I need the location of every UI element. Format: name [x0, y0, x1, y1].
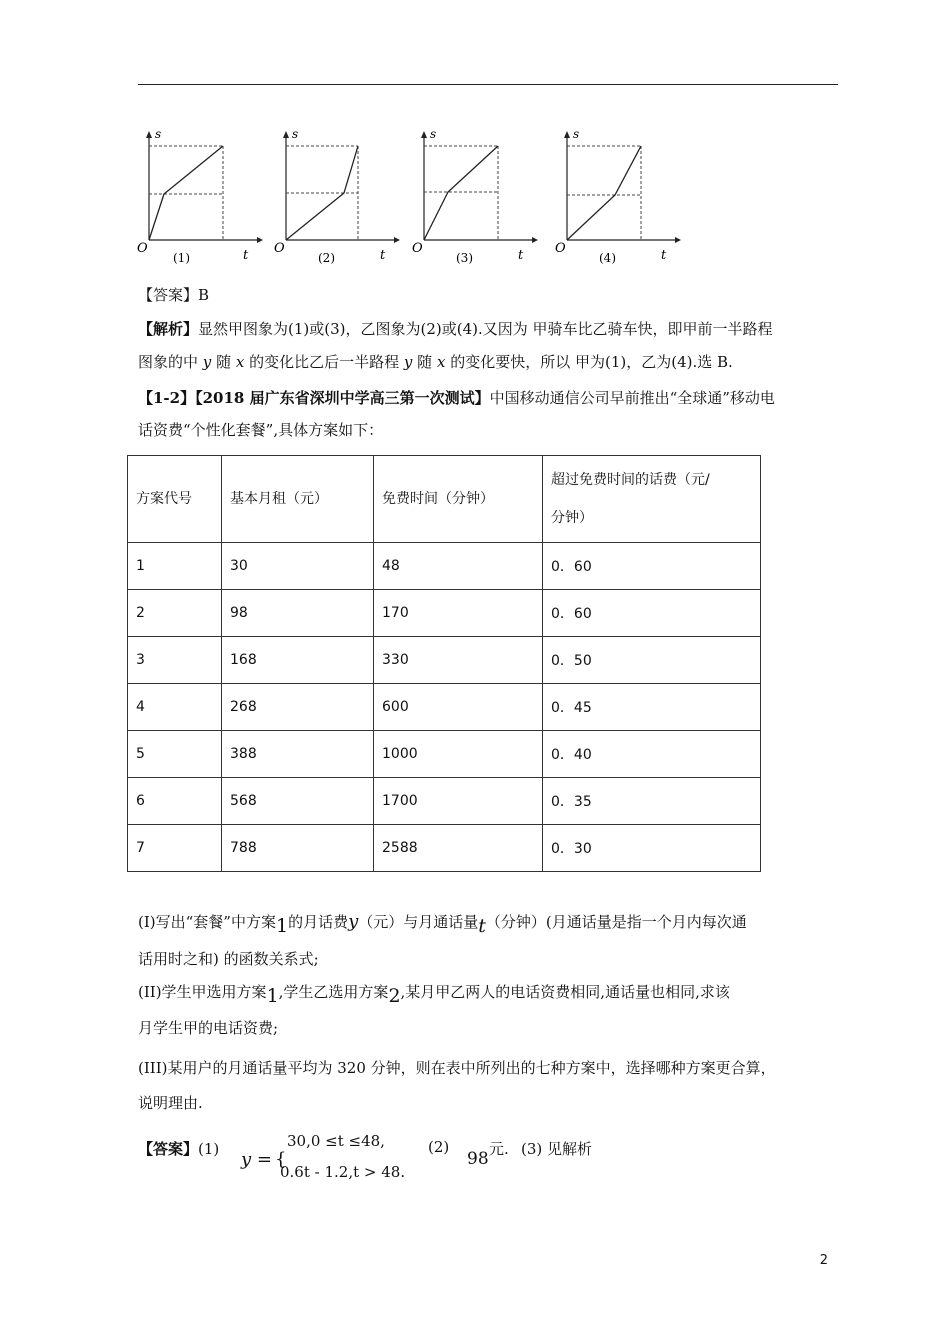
header-overage-fee-line-2: 分钟） [551, 510, 593, 526]
cell-code: 1 [128, 543, 222, 590]
header-free-time: 免费时间（分钟） [374, 456, 543, 543]
question-1-line-2 [138, 948, 319, 970]
cell-fee: 0．60 [543, 590, 761, 637]
cell-free: 1700 [374, 778, 543, 825]
q2-plan-number-2: 2 [388, 985, 401, 1007]
cell-code: 4 [128, 684, 222, 731]
cell-code: 6 [128, 778, 222, 825]
analysis-1-var-x-2: x [436, 353, 446, 371]
problem-line-2 [138, 419, 383, 441]
answer-2-value: 98 [467, 1149, 489, 1169]
cell-code: 3 [128, 637, 222, 684]
question-3-line-2 [138, 1092, 203, 1114]
answer-2-case-1: 30,0 ≤t ≤48, [287, 1132, 385, 1150]
analysis-1-var-x: x [235, 353, 245, 371]
graph-4 [553, 128, 688, 270]
cell-fee: 0．45 [543, 684, 761, 731]
cell-fee: 0．50 [543, 637, 761, 684]
cell-free: 330 [374, 637, 543, 684]
question-2-line-1 [138, 980, 730, 1007]
graph-1 [135, 128, 270, 270]
problem-tag: 【1-2】【2018 届广东省深圳中学高三第一次测试】 [138, 389, 490, 407]
cell-rent: 568 [222, 778, 374, 825]
graph-2-s-label: s [292, 128, 299, 141]
cell-code: 2 [128, 590, 222, 637]
q2-text-a: (II)学生甲选用方案 [138, 983, 267, 1001]
graph-4-caption: (4) [599, 251, 616, 265]
table-row [128, 684, 761, 731]
analysis-1-var-y: y [202, 353, 212, 371]
cell-rent: 268 [222, 684, 374, 731]
graph-3 [410, 128, 545, 270]
cell-free: 2588 [374, 825, 543, 872]
cell-fee: 0．30 [543, 825, 761, 872]
cell-rent: 168 [222, 637, 374, 684]
header-overage-fee [543, 456, 761, 543]
graph-2 [272, 128, 407, 270]
analysis-1-text-1: 显然甲图象为(1)或(3)，乙图象为(2)或(4).又因为 甲骑车比乙骑车快，即甲前一半路程 [198, 320, 773, 338]
graph-3-caption: (3) [456, 251, 473, 265]
q1-text-d: （分钟）(月通话量是指一个月内每次通 [485, 913, 747, 931]
q3-text-line-1: (III)某用户的月通话量平均为 320 分钟，则在表中所列出的七种方案中，选择哪种方案更合算， [138, 1059, 776, 1077]
header-rule [138, 84, 838, 85]
cell-free: 1000 [374, 731, 543, 778]
analysis-1-text-2b: 随 [216, 353, 232, 371]
question-1-line-1 [138, 910, 747, 937]
header-overage-fee-line-1: 超过免费时间的话费（元/ [551, 472, 710, 488]
graph-3-t-label: t [518, 248, 524, 263]
answer-2-formula-lhs: y = [241, 1149, 272, 1170]
q2-plan-number-1: 1 [266, 985, 279, 1007]
header-plan-code: 方案代号 [128, 456, 222, 543]
q1-text-a: (I)写出“套餐”中方案 [138, 913, 276, 931]
cell-free: 170 [374, 590, 543, 637]
graph-1-svg [135, 128, 270, 270]
graph-3-s-label: s [430, 128, 437, 141]
problem-text-2: 话资费“个性化套餐”,具体方案如下： [138, 421, 384, 439]
q1-var-y: y [348, 911, 359, 932]
cell-fee: 0．40 [543, 731, 761, 778]
q2-text-b: ,学生乙选用方案 [278, 983, 389, 1001]
table-row [128, 731, 761, 778]
graph-2-origin: O [274, 241, 285, 256]
answer-2-tag: 【答案】 [138, 1140, 199, 1158]
cell-rent: 98 [222, 590, 374, 637]
cell-code: 7 [128, 825, 222, 872]
cell-rent: 788 [222, 825, 374, 872]
question-3-line-1 [138, 1057, 776, 1079]
answer-2-tag-line [138, 1138, 219, 1159]
graph-4-t-label: t [661, 248, 667, 263]
answer-2-unit: 元. [489, 1140, 509, 1158]
q1-var-t: t [478, 915, 486, 937]
answer-1-value: B [198, 286, 210, 304]
analysis-1-line-2 [138, 351, 733, 373]
table-row [128, 590, 761, 637]
answer-2-case-2: 0.6t - 1.2,t > 48. [280, 1163, 406, 1181]
table-row [128, 637, 761, 684]
graph-4-origin: O [555, 241, 566, 256]
graph-1-origin: O [137, 241, 148, 256]
cell-fee: 0．35 [543, 778, 761, 825]
cell-free: 600 [374, 684, 543, 731]
analysis-1-text-2c: 的变化比乙后一半路程 [249, 353, 400, 371]
answer-2-brace: { [275, 1149, 287, 1170]
header-base-rent: 基本月租（元） [222, 456, 374, 543]
graph-2-caption: (2) [318, 251, 335, 265]
q2-text-c: ,某月甲乙两人的电话资费相同,通话量也相同,求该 [400, 983, 730, 1001]
table-row [128, 543, 761, 590]
cell-free: 48 [374, 543, 543, 590]
problem-line-1 [138, 387, 775, 409]
analysis-1-var-y-2: y [403, 353, 413, 371]
question-2-line-2 [138, 1017, 278, 1039]
analysis-1-tag: 【解析】 [138, 320, 199, 338]
answer-1 [138, 284, 209, 306]
analysis-1-text-2b-2: 随 [417, 353, 433, 371]
q2-text-line-2: 月学生甲的电话资费; [138, 1019, 279, 1037]
graph-1-t-label: t [243, 248, 249, 263]
q1-text-c: （元）与月通话量 [358, 913, 479, 931]
analysis-1-text-2d: 的变化要快，所以 甲为(1)，乙为(4).选 B. [450, 353, 733, 371]
graph-4-s-label: s [573, 128, 580, 141]
cell-rent: 388 [222, 731, 374, 778]
cell-rent: 30 [222, 543, 374, 590]
answer-2-part-2: (2) [428, 1138, 450, 1156]
cell-code: 5 [128, 731, 222, 778]
graph-1-caption: (1) [173, 251, 190, 265]
q1-text-line-2: 话用时之和) 的函数关系式; [138, 950, 319, 968]
table-row [128, 778, 761, 825]
table-header-row [128, 456, 761, 543]
answer-2-part-1: (1) [198, 1140, 220, 1158]
q3-text-line-2: 说明理由. [138, 1094, 203, 1112]
answer-1-tag: 【答案】 [138, 286, 199, 304]
cell-fee: 0．60 [543, 543, 761, 590]
analysis-1-line-1 [138, 318, 773, 340]
graph-2-svg [272, 128, 407, 270]
q1-text-b: 的月话费 [288, 913, 349, 931]
graph-4-svg [553, 128, 688, 270]
graph-1-s-label: s [155, 128, 162, 141]
q1-plan-number: 1 [275, 915, 289, 937]
graph-3-svg [410, 128, 545, 270]
problem-text-1: 中国移动通信公司早前推出“全球通”移动电 [489, 389, 775, 407]
table-row [128, 825, 761, 872]
graph-3-origin: O [412, 241, 423, 256]
answer-2-part-3: (3) 见解析 [521, 1140, 593, 1158]
page-number: 2 [819, 1253, 828, 1268]
graph-2-t-label: t [380, 248, 386, 263]
plans-table [127, 455, 761, 872]
analysis-1-text-2a: 图象的中 [138, 353, 199, 371]
